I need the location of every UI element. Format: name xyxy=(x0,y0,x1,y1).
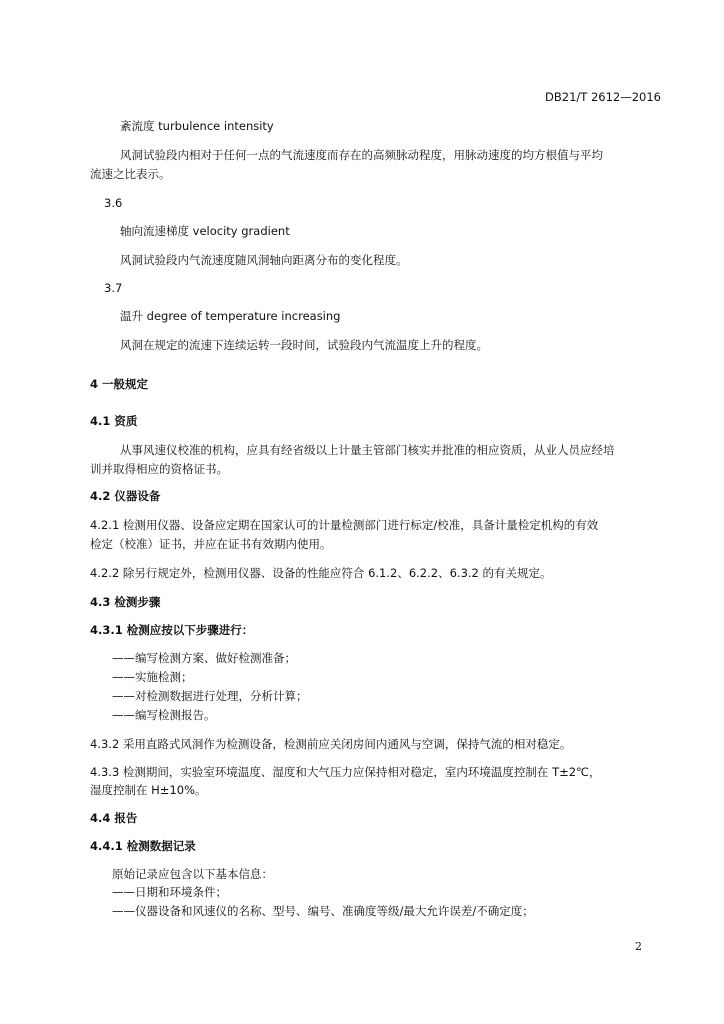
paragraph-line: 训并取得相应的资格证书。 xyxy=(90,462,228,476)
page-number: 2 xyxy=(635,940,642,953)
paragraph-line: 湿度控制在 H±10%。 xyxy=(90,783,207,797)
paragraph-line: 4.2.2 除另行规定外，检测用仪器、设备的性能应符合 6.1.2、6.2.2、6.3.2 的有关规定。 xyxy=(90,566,552,580)
list-item: ——对检测数据进行处理，分析计算； xyxy=(112,689,308,703)
list-item: ——编写检测报告。 xyxy=(112,708,216,722)
paragraph-line: 4.3.3 检测期间，实验室环境温度、湿度和大气压力应保持相对稳定，室内环境温度控制在 T±2℃， xyxy=(90,765,601,779)
list-item: ——仪器设备和风速仪的名称、型号、编号、准确度等级/最大允许误差/不确定度； xyxy=(112,904,534,918)
paragraph-line: 检定（校准）证书，并应在证书有效期内使用。 xyxy=(90,537,332,551)
term-velocity-gradient: 轴向流速梯度 velocity gradient xyxy=(120,224,290,238)
section-heading: 4.4 报告 xyxy=(90,811,138,825)
term-turbulence-intensity: 紊流度 turbulence intensity xyxy=(120,119,274,133)
definition-line: 风洞试验段内相对于任何一点的气流速度而存在的高频脉动程度，用脉动速度的均方根值与平均 xyxy=(120,148,603,162)
clause-number: 3.6 xyxy=(104,196,123,210)
paragraph-line: 原始记录应包含以下基本信息： xyxy=(112,867,273,881)
clause-number: 3.7 xyxy=(104,281,123,295)
section-heading: 4 一般规定 xyxy=(90,377,149,391)
list-item: ——日期和环境条件； xyxy=(112,885,227,899)
subsection-heading: 4.3.1 检测应按以下步骤进行： xyxy=(90,623,254,637)
subsection-heading: 4.4.1 检测数据记录 xyxy=(90,839,196,853)
section-heading: 4.3 检测步骤 xyxy=(90,595,161,609)
definition-line: 流速之比表示。 xyxy=(90,167,171,181)
section-heading: 4.2 仪器设备 xyxy=(90,489,161,503)
document-code-header: DB21/T 2612—2016 xyxy=(545,90,661,104)
list-item: ——编写检测方案、做好检测准备； xyxy=(112,651,296,665)
section-heading: 4.1 资质 xyxy=(90,414,138,428)
paragraph-line: 4.3.2 采用直路式风洞作为检测设备，检测前应关闭房间内通风与空调，保持气流的相对稳定。 xyxy=(90,737,572,751)
paragraph-line: 从事风速仪校准的机构，应具有经省级以上计量主管部门核实并批准的相应资质，从业人员应经培 xyxy=(120,443,615,457)
list-item: ——实施检测； xyxy=(112,670,193,684)
definition-line: 风洞试验段内气流速度随风洞轴向距离分布的变化程度。 xyxy=(120,253,408,267)
paragraph-line: 4.2.1 检测用仪器、设备应定期在国家认可的计量检测部门进行标定/校准，具备计量检定机构的有效 xyxy=(90,518,599,532)
term-temperature-increasing: 温升 degree of temperature increasing xyxy=(120,309,341,323)
definition-line: 风洞在规定的流速下连续运转一段时间，试验段内气流温度上升的程度。 xyxy=(120,338,488,352)
